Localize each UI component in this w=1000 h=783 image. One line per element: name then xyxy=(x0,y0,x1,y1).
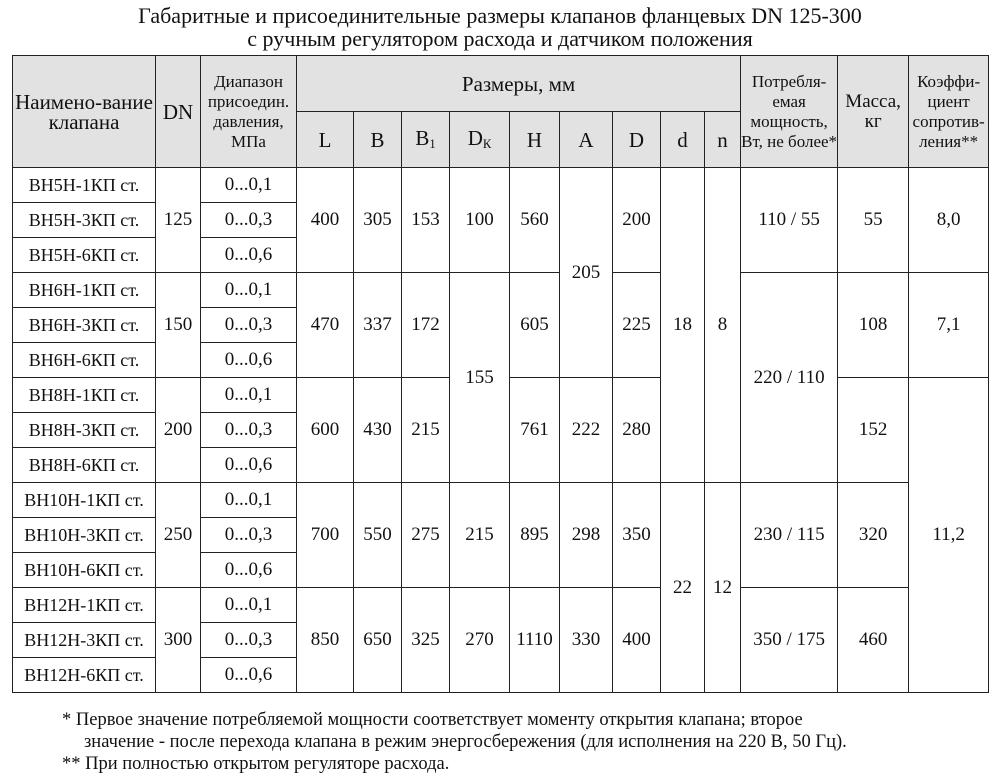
cell-d: 18 xyxy=(661,168,705,483)
header-d: d xyxy=(661,112,705,168)
cell-H: 560 xyxy=(510,168,560,273)
cell-B: 305 xyxy=(354,168,402,273)
cell-range: 0...0,3 xyxy=(201,413,297,448)
cell-D: 200 xyxy=(613,168,661,273)
cell-mass: 320 xyxy=(838,483,909,588)
header-dn: DN xyxy=(156,56,201,168)
cell-B1: 325 xyxy=(402,588,450,693)
header-L: L xyxy=(297,112,354,168)
table-row xyxy=(13,483,989,518)
title-line-2: с ручным регулятором расхода и датчиком положения xyxy=(247,26,753,51)
valve-name: ВН10Н-1КП ст. xyxy=(13,483,156,518)
cell-range: 0...0,1 xyxy=(201,378,297,413)
cell-range: 0...0,6 xyxy=(201,238,297,273)
cell-D: 350 xyxy=(613,483,661,588)
valve-name: ВН10Н-3КП ст. xyxy=(13,518,156,553)
cell-range: 0...0,1 xyxy=(201,273,297,308)
cell-mass: 55 xyxy=(838,168,909,273)
cell-coefficient: 11,2 xyxy=(909,378,989,693)
valve-name: ВН8Н-1КП ст. xyxy=(13,378,156,413)
cell-L: 700 xyxy=(297,483,354,588)
valve-name: ВН5Н-3КП ст. xyxy=(13,203,156,238)
cell-range: 0...0,6 xyxy=(201,343,297,378)
cell-A: 205 xyxy=(560,168,613,378)
footnote-1-line-1: * Первое значение потребляемой мощности соответствует моменту открытия клапана; второе xyxy=(62,710,803,730)
cell-range: 0...0,1 xyxy=(201,483,297,518)
cell-range: 0...0,3 xyxy=(201,623,297,658)
cell-range: 0...0,6 xyxy=(201,658,297,693)
table-title xyxy=(0,4,1000,50)
valve-name: ВН12Н-1КП ст. xyxy=(13,588,156,623)
valve-name: ВН6Н-1КП ст. xyxy=(13,273,156,308)
footnotes xyxy=(62,709,992,775)
cell-L: 600 xyxy=(297,378,354,483)
cell-dn: 150 xyxy=(156,273,201,378)
cell-range: 0...0,6 xyxy=(201,448,297,483)
header-mass: Масса, кг xyxy=(838,56,909,168)
header-H: H xyxy=(510,112,560,168)
cell-mass: 108 xyxy=(838,273,909,378)
valve-name: ВН10Н-6КП ст. xyxy=(13,553,156,588)
cell-n: 8 xyxy=(705,168,741,483)
cell-dn: 300 xyxy=(156,588,201,693)
valve-name: ВН12Н-6КП ст. xyxy=(13,658,156,693)
cell-power: 350 / 175 xyxy=(741,588,838,693)
cell-Dk: 270 xyxy=(450,588,510,693)
cell-power: 230 / 115 xyxy=(741,483,838,588)
cell-B1: 215 xyxy=(402,378,450,483)
cell-D: 225 xyxy=(613,273,661,378)
cell-range: 0...0,1 xyxy=(201,168,297,203)
title-line-1: Габаритные и присоединительные размеры клапанов фланцевых DN 125-300 xyxy=(138,3,862,28)
cell-mass: 460 xyxy=(838,588,909,693)
table-row xyxy=(13,168,989,203)
cell-power: 220 / 110 xyxy=(741,273,838,483)
header-n: n xyxy=(705,112,741,168)
cell-B: 550 xyxy=(354,483,402,588)
cell-power: 110 / 55 xyxy=(741,168,838,273)
valve-name: ВН5Н-1КП ст. xyxy=(13,168,156,203)
cell-H: 895 xyxy=(510,483,560,588)
valve-name: ВН8Н-3КП ст. xyxy=(13,413,156,448)
dimensions-table xyxy=(12,55,989,693)
header-power: Потребля-емая мощность, Вт, не более* xyxy=(741,56,838,168)
header-dimensions: Размеры, мм xyxy=(297,56,741,112)
cell-B1: 275 xyxy=(402,483,450,588)
footnote-1-line-2: значение - после перехода клапана в режим энергосбережения (для исполнения на 220 В, 50 Гц). xyxy=(84,732,847,752)
cell-A: 222 xyxy=(560,378,613,483)
cell-n: 12 xyxy=(705,483,741,693)
cell-Dk: 215 xyxy=(450,483,510,588)
header-Dk: $D_К$ xyxy=(450,112,510,168)
cell-range: 0...0,1 xyxy=(201,588,297,623)
cell-range: 0...0,6 xyxy=(201,553,297,588)
cell-L: 470 xyxy=(297,273,354,378)
cell-D: 400 xyxy=(613,588,661,693)
cell-A: 298 xyxy=(560,483,613,588)
header-B1: $B_1$ xyxy=(402,112,450,168)
cell-B: 337 xyxy=(354,273,402,378)
cell-A: 330 xyxy=(560,588,613,693)
cell-H: 1110 xyxy=(510,588,560,693)
table-row xyxy=(13,273,989,308)
valve-name: ВН6Н-6КП ст. xyxy=(13,343,156,378)
valve-name: ВН5Н-6КП ст. xyxy=(13,238,156,273)
cell-range: 0...0,3 xyxy=(201,308,297,343)
cell-L: 400 xyxy=(297,168,354,273)
cell-H: 761 xyxy=(510,378,560,483)
cell-coefficient: 7,1 xyxy=(909,273,989,378)
header-A: A xyxy=(560,112,613,168)
cell-B: 650 xyxy=(354,588,402,693)
header-name: Наимено-вание клапана xyxy=(13,56,156,168)
table-row xyxy=(13,588,989,623)
cell-d: 22 xyxy=(661,483,705,693)
cell-dn: 200 xyxy=(156,378,201,483)
valve-name: ВН12Н-3КП ст. xyxy=(13,623,156,658)
cell-B1: 153 xyxy=(402,168,450,273)
cell-mass: 152 xyxy=(838,378,909,483)
cell-range: 0...0,3 xyxy=(201,518,297,553)
cell-H: 605 xyxy=(510,273,560,378)
cell-B: 430 xyxy=(354,378,402,483)
cell-coefficient: 8,0 xyxy=(909,168,989,273)
cell-B1: 172 xyxy=(402,273,450,378)
header-range: Диапазон присоедин. давления, МПа xyxy=(201,56,297,168)
cell-dn: 125 xyxy=(156,168,201,273)
valve-name: ВН8Н-6КП ст. xyxy=(13,448,156,483)
cell-Dk: 155 xyxy=(450,273,510,483)
cell-D: 280 xyxy=(613,378,661,483)
footnote-2: ** При полностью открытом регуляторе расхода. xyxy=(62,754,450,774)
valve-name: ВН6Н-3КП ст. xyxy=(13,308,156,343)
cell-Dk: 100 xyxy=(450,168,510,273)
cell-dn: 250 xyxy=(156,483,201,588)
cell-L: 850 xyxy=(297,588,354,693)
cell-range: 0...0,3 xyxy=(201,203,297,238)
header-D: D xyxy=(613,112,661,168)
header-coefficient: Коэффи-циент сопротив-ления** xyxy=(909,56,989,168)
header-B: B xyxy=(354,112,402,168)
